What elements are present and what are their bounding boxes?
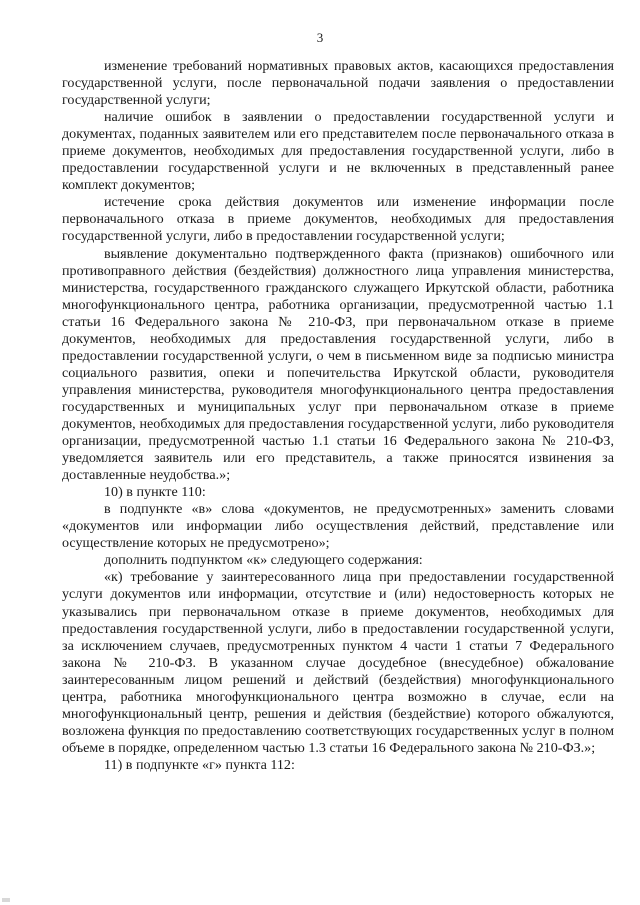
- paragraph-subitem-k-text: «к) требование у заинтересованного лица при предоставлении государственной услуги документов или информации, отсутствие и (или) недостоверность которых не указывались при первоначальном отказе в приеме документов, необходимых для предоставления государственной услуги, либо в предоставлении государственной услуги, за исключением случаев, предусмотренных пунктом 4 части 1 статьи 7 Федерального закона № 210-ФЗ. В указанном случае досудебное (внесудебное) обжалование заинтересованным лицом решений и действий (бездействия) многофункционального центра, работника многофункционального центра возможно в случае, если на многофункциональный центр, решения и действия (бездействие) которого обжалуются, возложена функция по предоставлению соответствующих государственных услуг в полном объеме в порядке, определенном частью 1.3 статьи 16 Федерального закона № 210-ФЗ.»;: [62, 569, 614, 756]
- paragraph-add-subitem-k: дополнить подпунктом «к» следующего содержания:: [104, 552, 423, 569]
- page-number: 3: [316, 30, 324, 45]
- document-body: [62, 58, 614, 774]
- paragraph-erroneous-action: выявление документально подтвержденного факта (признаков) ошибочного или противоправного действия (бездействия) должностного лица управления министерства, министерства, государственного гражданского служащего Иркутской области, работника многофункционального центра, работника организации, предусмотренной частью 1.1 статьи 16 Федерального закона № 210-ФЗ, при первоначальном отказе в приеме документов, необходимых для предоставления государственной услуги, либо в предоставлении государственной услуги, о чем в письменном виде за подписью министра социального развития, опеки и попечительства Иркутской области, руководителя управления министерства, руководителя многофункционального центра предоставления государственных и муниципальных услуг при первоначальном отказе в приеме документов, необходимых для предоставления государственной услуги, либо руководителя организации, предусмотренной частью 1.1 статьи 16 Федерального закона № 210-ФЗ, уведомляется заявитель или его представитель, а также приносятся извинения за доставленные неудобства.»;: [62, 245, 614, 484]
- paragraph-item-10: 10) в пункте 110:: [104, 484, 206, 501]
- scan-artifact: [2, 898, 10, 902]
- paragraph-requirements-change: изменение требований нормативных правовых актов, касающихся предоставления государственной услуги, после первоначальной подачи заявления о предоставлении государственной услуги;: [62, 58, 614, 109]
- paragraph-item-11: 11) в подпункте «г» пункта 112:: [104, 756, 295, 773]
- paragraph-document-expiry: истечение срока действия документов или изменение информации после первоначального отказа в приеме документов, необходимых для предоставления государственной услуги, либо в предоставлении государственной услуги;: [62, 194, 614, 245]
- paragraph-subitem-v: в подпункте «в» слова «документов, не предусмотренных» заменить словами «документов или информации либо осуществления действий, представление или осуществление которых не предусмотрено»;: [62, 501, 614, 552]
- paragraph-errors-in-application: наличие ошибок в заявлении о предоставлении государственной услуги и документах, поданных заявителем или его представителем после первоначального отказа в приеме документов, необходимых для предоставления государственной услуги, либо в предоставлении государственной услуги и не включенных в представленный ранее комплект документов;: [62, 109, 614, 194]
